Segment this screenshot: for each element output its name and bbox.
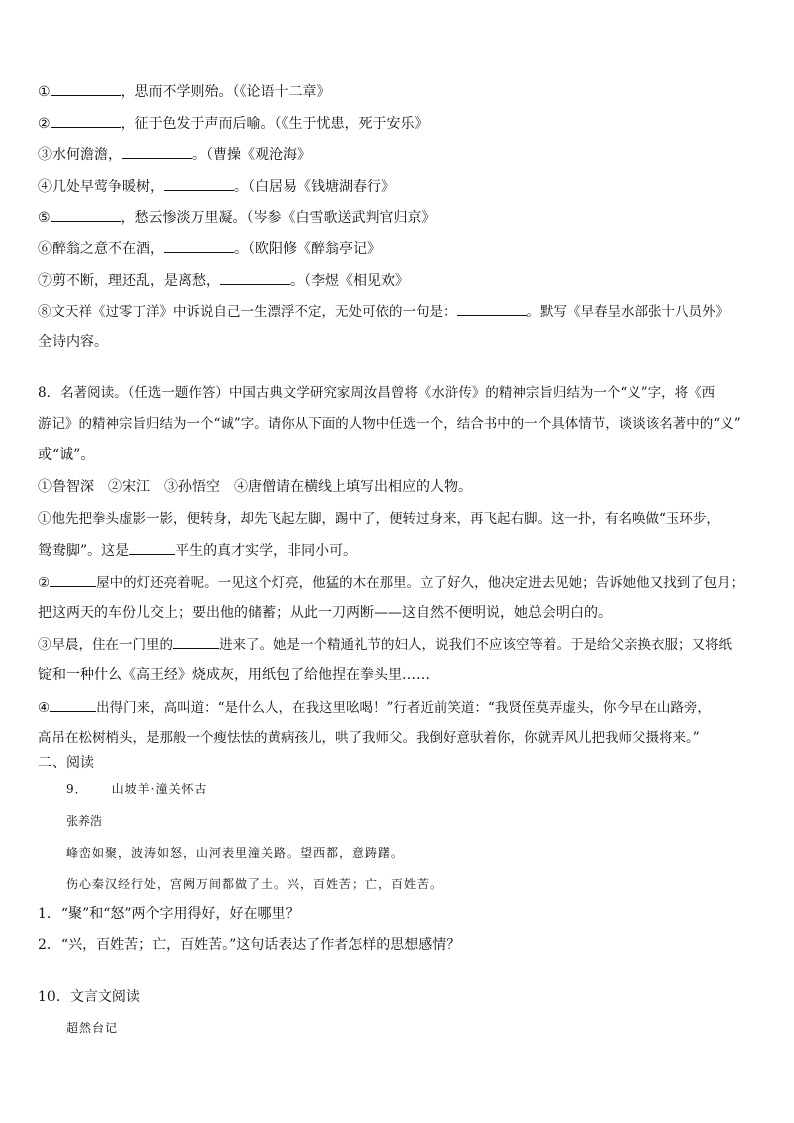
q9-verse-1: 峰峦如聚，波涛如怒，山河表里潼关路。望西都，意踌躇。 [66, 846, 405, 860]
q7-item-1-post: ，思而不学则殆。（《论语十二章》 [120, 84, 331, 100]
q8-passage-4b: 高吊在松树梢头，是那般一个瘦怯怯的黄病孩儿，哄了我师父。我倒好意驮着你，你就弄风儿把我师父摄将来。” [38, 730, 700, 746]
q7-item-1 [38, 81, 758, 102]
q9-heading [66, 779, 786, 799]
q8-line-2: 游记》的精神宗旨归结为一个“诚”字。请你从下面的人物中任选一个，结合书中的一个具体情节，谈谈该名著中的“义” [38, 416, 741, 432]
q7-item-8 [38, 301, 758, 322]
q7-item-2-pre: ② [38, 116, 51, 132]
q7-item-5-post: ，愁云惨淡万里凝。（岑参《白雪歌送武判官归京》 [120, 210, 436, 226]
q7-item-7 [38, 270, 758, 291]
q7-item-2 [38, 113, 758, 134]
q9-verse-2: 伤心秦汉经行处，宫阙万间都做了土。兴，百姓苦；亡，百姓苦。 [66, 877, 444, 891]
q8-line-1: 8．名著阅读。（任选一题作答）中国古典文学研究家周汝昌曾将《水浒传》的精神宗旨归结为一个“义”字，将《西 [38, 385, 716, 401]
answer-blank[interactable] [122, 144, 192, 159]
answer-blank[interactable] [220, 270, 290, 285]
q7-item-2-post: ，征于色发于声而后喻。（《生于忧患，死于安乐》 [120, 116, 429, 132]
q7-item-4-pre: ④几处早莺争暖树， [38, 179, 164, 195]
q7-tail: 全诗内容。 [38, 334, 108, 350]
q8-options: ①鲁智深 ②宋江 ③孙悟空 ④唐僧请在横线上填写出相应的人物。 [38, 479, 472, 495]
q7-item-7-pre: ⑦剪不断，理还乱，是离愁， [38, 273, 220, 289]
q8-passage-2a-post: 屋中的灯还亮着呢。一见这个灯亮，他猛的木在那里。立了好久，他决定进去见她；告诉她他又找到了包月； [96, 575, 745, 591]
q8-passage-4a-post: 出得门来，高叫道：“是什么人，在我这里吆喝！”行者近前笑道：“我贤侄莫弄虚头，你今早在山路旁， [96, 700, 711, 716]
q7-item-8-pre: ⑧文天祥《过零丁洋》中诉说自己一生漂浮不定，无处可依的一句是： [38, 304, 457, 320]
q8-passage-3b: 锭和一种什么《高王经》烧成灰，用纸包了给他捏在拳头里…… [38, 667, 430, 683]
q9-subquestion-1: 1．“聚”和“怒”两个字用得好，好在哪里？ [38, 906, 300, 922]
q7-item-6-post: 。（欧阳修《醉翁亭记》 [234, 241, 381, 257]
q10-heading: 10．文言文阅读 [38, 989, 140, 1005]
answer-blank[interactable] [129, 540, 175, 555]
q9-poem-title: 山坡羊·潼关怀古 [111, 782, 208, 796]
q7-item-6-pre: ⑥醉翁之意不在酒， [38, 241, 164, 257]
answer-blank[interactable] [457, 301, 527, 316]
q7-item-8-post: 。默写《早春呈水部张十八员外》 [526, 304, 729, 320]
q8-passage-2a-pre: ② [38, 575, 51, 591]
q8-passage-3a [38, 634, 758, 655]
q7-item-3-post: 。（曹操《观沧海》 [192, 147, 311, 163]
q7-item-6 [38, 238, 758, 259]
q9-number: 9． [66, 782, 88, 796]
q7-item-7-post: 。（李煜《相见欢》 [290, 273, 409, 289]
answer-blank[interactable] [173, 634, 219, 649]
q8-passage-3a-post: 进来了。她是一个精通礼节的妇人，说我们不应该空等着。于是给父亲换衣服；又将纸 [219, 637, 732, 653]
answer-blank[interactable] [50, 697, 96, 712]
q8-passage-1b-pre: 鸳鸯脚”。这是 [38, 543, 130, 559]
answer-blank[interactable] [164, 176, 234, 191]
answer-blank[interactable] [51, 207, 121, 222]
q8-passage-4a-pre: ④ [38, 700, 51, 716]
q7-item-5 [38, 207, 758, 228]
q7-item-1-pre: ① [38, 84, 51, 100]
q8-passage-1a: ①他先把拳头虚影一影，便转身，却先飞起左脚，踢中了，便转过身来，再飞起右脚。这一扑，有名唤做“玉环步， [38, 511, 720, 527]
q7-item-3-pre: ③水何澹澹， [38, 147, 122, 163]
q8-passage-4a [38, 697, 758, 718]
answer-blank[interactable] [50, 572, 96, 587]
section-heading: 二、阅读 [38, 755, 94, 771]
q9-subquestion-2: 2．“兴，百姓苦；亡，百姓苦。”这句话表达了作者怎样的思想感情？ [38, 937, 461, 953]
q8-passage-1b [38, 540, 758, 561]
q9-author: 张养浩 [66, 814, 103, 828]
q8-passage-1b-post: 平生的真才实学，非同小可。 [175, 543, 358, 559]
q8-line-3: 或“诚”。 [38, 447, 95, 463]
q7-item-3 [38, 144, 758, 165]
q10-subtitle: 超然台记 [66, 1021, 119, 1035]
q8-passage-3a-pre: ③早晨，住在一门里的 [38, 637, 173, 653]
answer-blank[interactable] [51, 81, 121, 96]
q7-item-5-pre: ⑤ [38, 210, 51, 226]
q8-passage-2a [38, 572, 758, 593]
q7-item-4-post: 。（白居易《钱塘湖春行》 [234, 179, 395, 195]
answer-blank[interactable] [164, 238, 234, 253]
q8-passage-2b: 把这两天的车份儿交上；要出他的储蓄；从此一刀两断——这自然不便明说，她总会明白的。 [38, 605, 612, 621]
answer-blank[interactable] [51, 113, 121, 128]
q7-item-4 [38, 176, 758, 197]
